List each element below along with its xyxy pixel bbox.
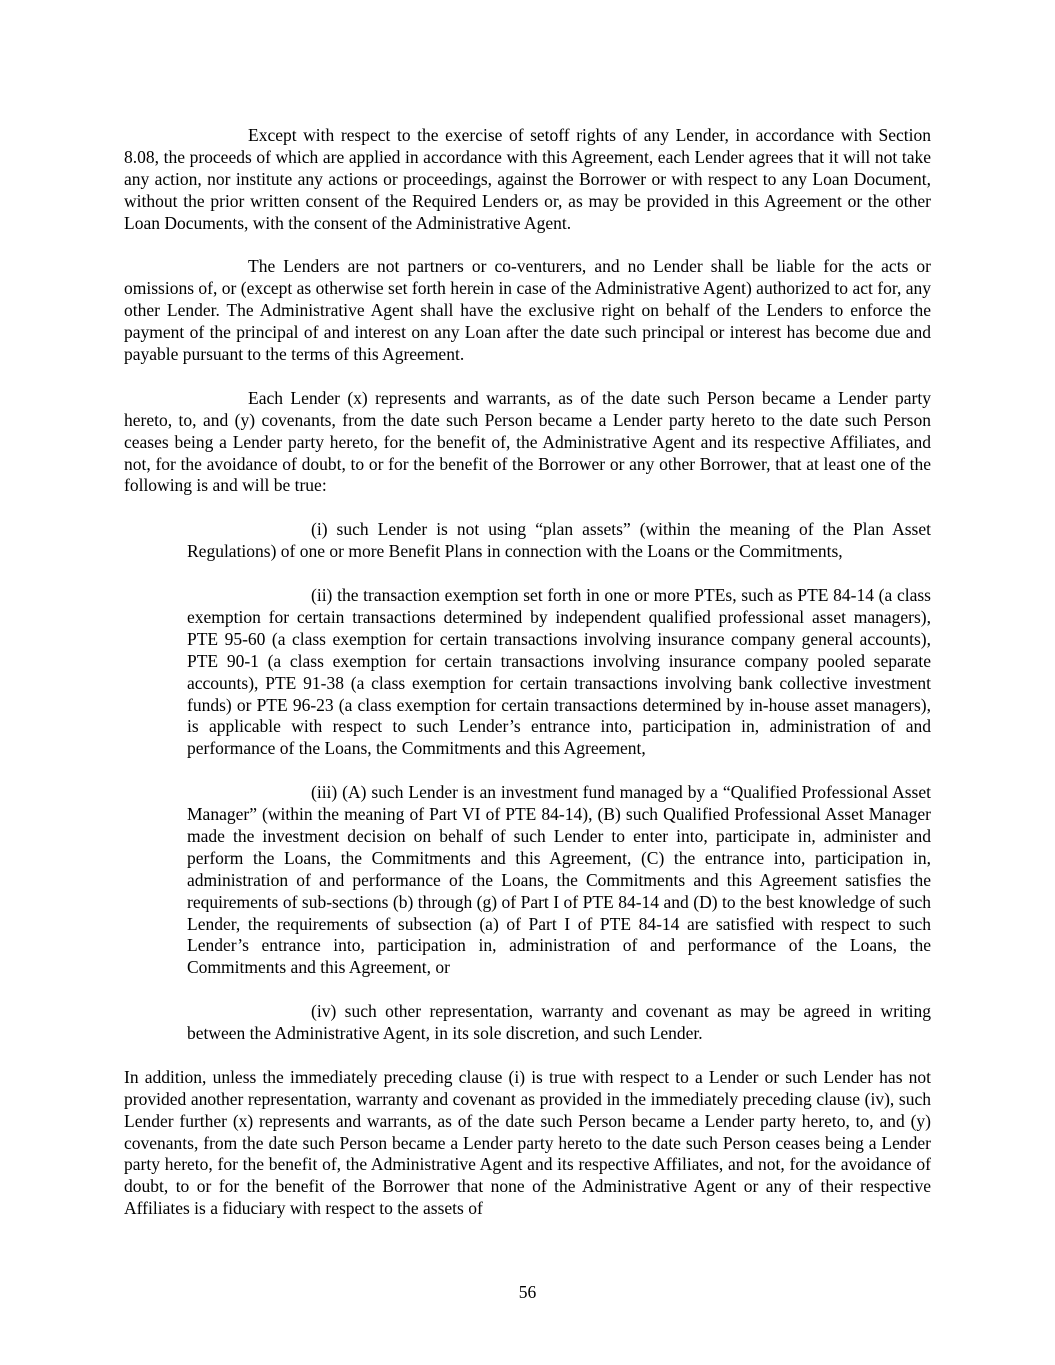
- paragraph-lender-representations: Each Lender (x) represents and warrants, as of the date such Person became a Lender party hereto, to, and (y) covenants, from the date such Person became a Lender party hereto to the date such Person ceases being a Lender party hereto, for the benefit of, the Administrative Agent and its respective Affiliates, and not, for the avoidance of doubt, to or for the benefit of the Borrower or any other Borrower, that at least one of the following is and will be true:: [124, 387, 931, 496]
- page-number: 56: [518, 1282, 537, 1302]
- clause-i-plan-assets: (i) such Lender is not using “plan assets” (within the meaning of the Plan Asset Regulations) of one or more Benefit Plans in connection with the Loans or the Commitments,: [187, 519, 931, 562]
- clause-iv-other-representation: (iv) such other representation, warranty and covenant as may be agreed in writing between the Administrative Agent, in its sole discretion, and such Lender.: [187, 1001, 931, 1044]
- paragraph-setoff-rights: Except with respect to the exercise of setoff rights of any Lender, in accordance with Section 8.08, the proceeds of which are applied in accordance with this Agreement, each Lender agrees that it will not take any action, nor institute any actions or proceedings, against the Borrower or with respect to any Loan Document, without the prior written consent of the Required Lenders or, as may be provided in this Agreement or the other Loan Documents, with the consent of the Administrative Agent.: [124, 125, 931, 233]
- clause-iii-qpam: (iii) (A) such Lender is an investment fund managed by a “Qualified Professional Asset Manager” (within the meaning of Part VI of PTE 84-14), (B) such Qualified Professional Asset Manager made the investment decision on behalf of such Lender to enter into, participate in, administer and perform the Loans, the Commitments and this Agreement, (C) the entrance into, participation in, administration of and performance of the Loans, the Commitments and this Agreement satisfies the requirements of sub-sections (b) through (g) of Part I of PTE 84-14 and (D) to the best knowledge of such Lender, the requirements of subsection (a) of Part I of PTE 84-14 are satisfied with respect to such Lender’s entrance into, participation in, administration of and performance of the Loans, the Commitments and this Agreement, or: [187, 782, 931, 978]
- clause-ii-transaction-exemption: (ii) the transaction exemption set forth in one or more PTEs, such as PTE 84-14 (a class exemption for certain transactions determined by independent qualified professional asset managers), PTE 95-60 (a class exemption for certain transactions involving insurance company general accounts), PTE 90-1 (a class exemption for certain transactions involving insurance company pooled separate accounts), PTE 91-38 (a class exemption for certain transactions involving bank collective investment funds) or PTE 96-23 (a class exemption for certain transactions determined by in-house asset managers), is applicable with respect to such Lender’s entrance into, participation in, administration of and performance of the Loans, the Commitments and this Agreement,: [187, 584, 931, 759]
- paragraph-in-addition: In addition, unless the immediately preceding clause (i) is true with respect to a Lender or such Lender has not provided another representation, warranty and covenant as provided in the immediately preceding clause (iv), such Lender further (x) represents and warrants, as of the date such Person became a Lender party hereto, to, and (y) covenants, from the date such Person became a Lender party hereto to the date such Person ceases being a Lender party hereto, for the benefit of, the Administrative Agent and its respective Affiliates, and not, for the avoidance of doubt, to or for the benefit of the Borrower that none of the Administrative Agent or any of their respective Affiliates is a fiduciary with respect to the assets of: [124, 1066, 931, 1219]
- document-page-body: [124, 125, 931, 1242]
- paragraph-lenders-not-partners: The Lenders are not partners or co-venturers, and no Lender shall be liable for the acts or omissions of, or (except as otherwise set forth herein in case of the Administrative Agent) authorized to act for, any other Lender. The Administrative Agent shall have the exclusive right on behalf of the Lenders to enforce the payment of the principal of and interest on any Loan after the date such principal or interest has become due and payable pursuant to the terms of this Agreement.: [124, 256, 931, 365]
